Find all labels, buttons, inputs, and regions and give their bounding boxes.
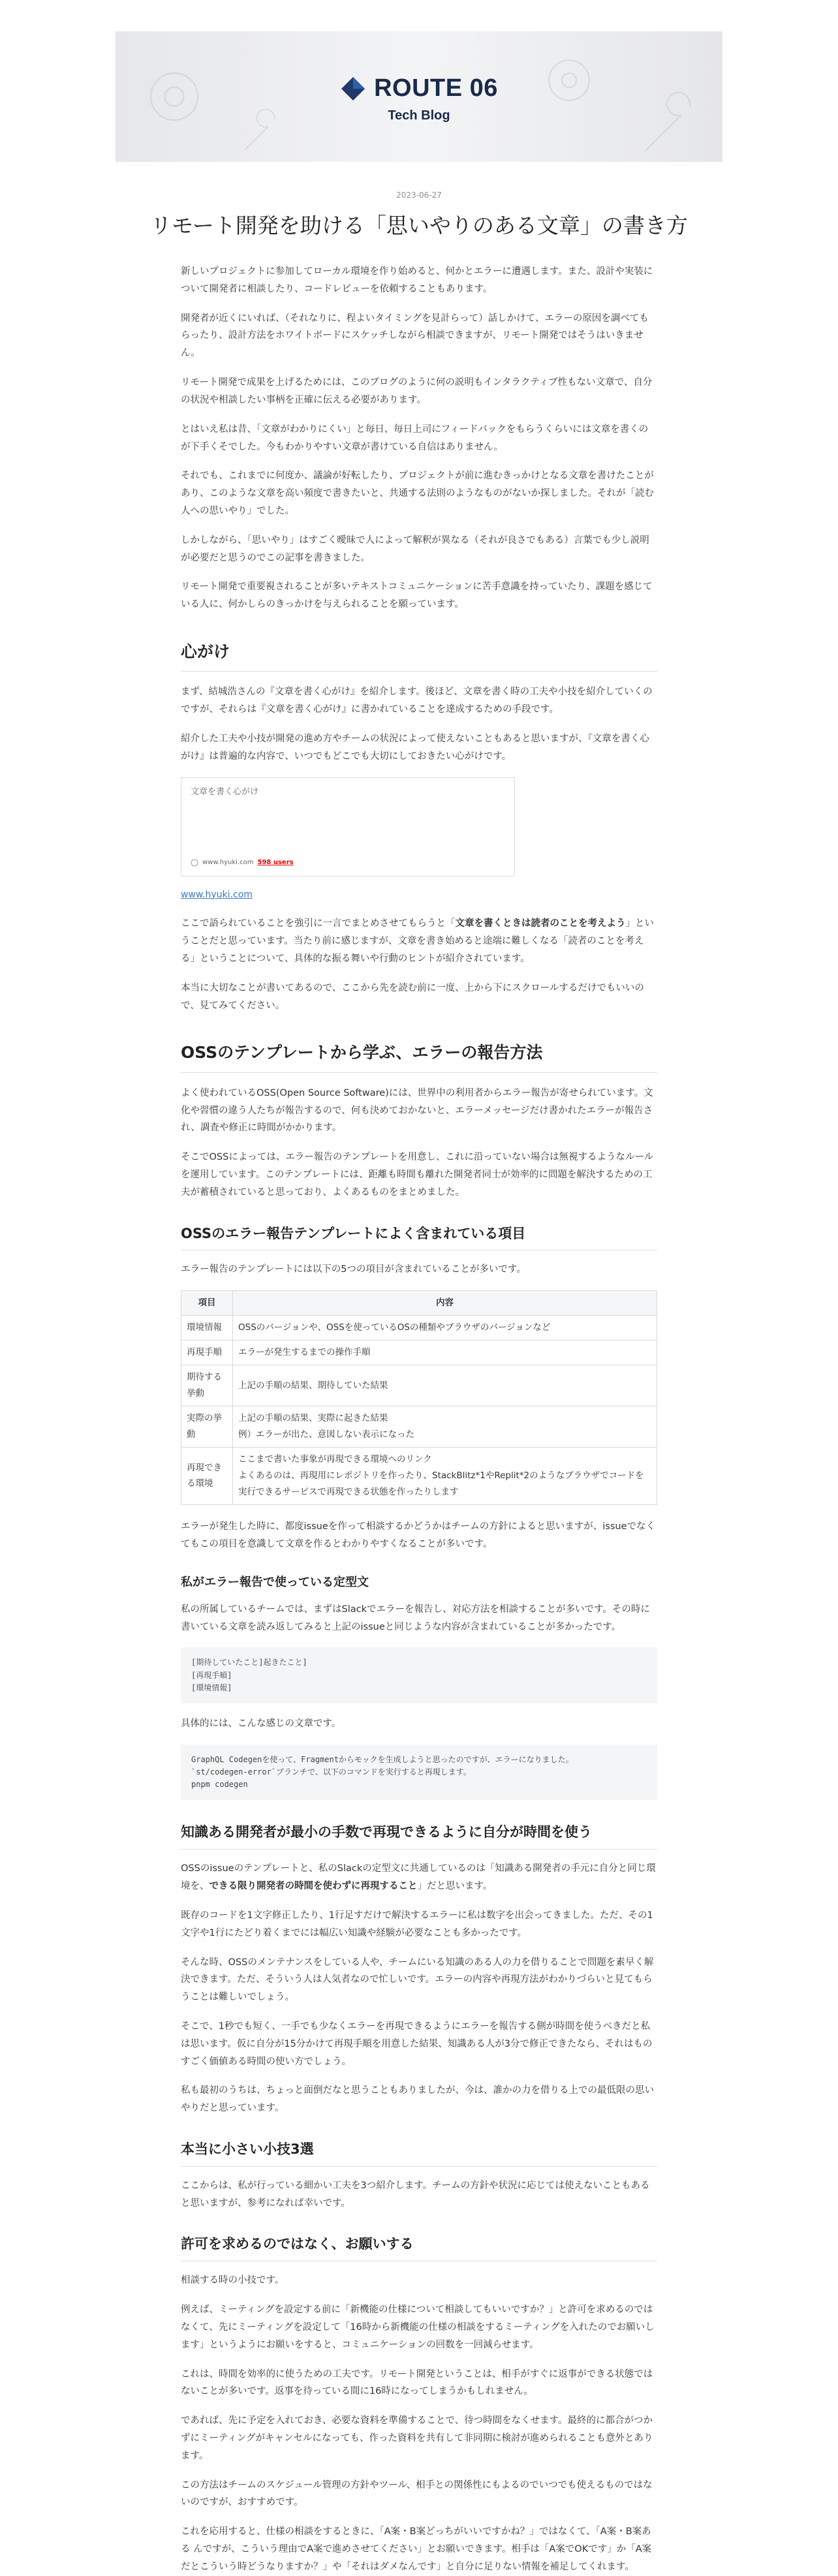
paragraph: 私も最初のうちは、ちょっと面倒だなと思うこともありましたが、今は、誰かの力を借りる上での最低限の思いやりだと思っています。 <box>181 2085 654 2114</box>
table-row <box>181 1341 657 1365</box>
post-title: リモート開発を助ける「思いやりのある文章」の書き方 <box>150 213 688 238</box>
table-cell: 環境情報 <box>181 1316 233 1341</box>
link-card-domain: www.hyuki.com <box>202 859 254 866</box>
table-cell: 実際の挙動 <box>181 1406 233 1448</box>
paragraph: これは、時間を効率的に使うための工夫です。リモート開発ということは、相手がすぐに返事ができる状態ではないことが多いです。返事を待っている間に16時になってしまうかもしれません。 <box>181 2368 653 2397</box>
table-header-content: 内容 <box>233 1291 657 1316</box>
paragraph: しかしながら、「思いやり」はすごく曖昧で人によって解釈が異なる（それが良さでもある）言葉でも少し説明が必要だと思うのでこの記事を書きました。 <box>181 535 649 563</box>
section-heading: OSSのテンプレートから学ぶ、エラーの報告方法 <box>181 1038 657 1072</box>
bold-text: 文章を書くときは読者のことを考えよう <box>455 918 626 929</box>
paragraph: ここからは、私が行っている細かい工夫を3つ紹介します。チームの方針や状況に応じては使えないこともあると思いますが、参考になれば幸いです。 <box>181 2180 650 2209</box>
link-card[interactable] <box>181 777 515 877</box>
section-heading: 本当に小さい小技3選 <box>181 2137 657 2167</box>
text-span: 」だと思います。 <box>417 1881 493 1892</box>
paragraph: そんな時、OSSのメンテナンスをしている人や、チームにいる知識のある人の力を借りることで問題を素早く解決できます。ただ、そういう人は人気者なので忙しいです。エラーの内容や再現方法がわかりづらいと見てもらうことは難しいでしょう。 <box>181 1957 654 2003</box>
paragraph: エラーが発生した時に、都度issueを作って相談するかどうかはチームの方針によると思いますが、issueでなくてもこの項目を意識して文章を作るとわかりやすくなることが多いです。 <box>181 1521 655 1549</box>
paragraph: 紹介した工夫や小技が開発の進め方やチームの状況によって使えないこともあると思いますが、『文章を書く心がけ』は普遍的な内容で、いつでもどこでも大切にしておきたい心がけです。 <box>181 733 649 762</box>
paragraph <box>181 915 657 967</box>
paragraph: そこで、1秒でも短く、一手でも少なくエラーを再現できるようにエラーを報告する側が時間を使うべきだと私は思います。仮に自分が15分かけて再現手順を用意した結果、知識ある人が3分で修正できたなら、それはものすごく価値ある時間の使い方でしょう。 <box>181 2021 653 2067</box>
paragraph: この方法はチームのスケジュール管理の方針やツール、相手との関係性にもよるのでいつでも使えるものではないのですが、おすすめです。 <box>181 2479 653 2508</box>
section-heading: 心がけ <box>181 637 657 672</box>
link-card-title: 文章を書く心がけ <box>191 786 259 797</box>
code-block: [期待していたこと]起きたこと] [再現手順] [環境情報] <box>181 1647 657 1703</box>
paragraph <box>181 1860 657 1895</box>
paragraph: 開発者が近くにいれば、（それなりに、程よいタイミングを見計らって）話しかけて、エラーの原因を調べてもらったり、設計方法をホワイトボードにスケッチしながら相談できますが、リモート開発ではそうはいきません。 <box>181 313 649 359</box>
paragraph: 具体的には、こんな感じの文章です。 <box>181 1718 341 1730</box>
brand <box>116 74 722 123</box>
brand-subtitle: Tech Blog <box>388 108 450 123</box>
subsection-heading: 私がエラー報告で使っている定型文 <box>181 1575 369 1589</box>
article-body <box>181 263 657 2576</box>
paragraph: これを応用すると、仕様の相談をするときに、「A案・B案どっちがいいですかね？」ではなくて、「A案・B案ある んですが、こういう理由でA案で進めさせてください」とお願いできます。相手は「A案でOKです」か「A案だとこういう時どうなりますか？」や「それはダメなんです」と自分に足りない情報を補足してくれます。 <box>181 2526 652 2572</box>
table-header-row <box>181 1291 657 1316</box>
paragraph: よく使われているOSS(Open Source Software)には、世界中の利用者からエラー報告が寄せられています。文化や習慣の違う人たちが報告するので、何も決めておかないと、エラーメッセージだけ書かれたエラーが報告され、調査や修正に時間がかかります。 <box>181 1087 653 1134</box>
text-span: ここで語られていることを強引に一言でまとめさせてもらうと「 <box>181 918 456 929</box>
table-row <box>181 1316 657 1341</box>
section-heading: 知識ある開発者が最小の手数で再現できるように自分が時間を使う <box>181 1820 657 1850</box>
paragraph: とはいえ私は昔、「文章がわかりにくい」と毎日、毎日上司にフィードバックをもらうくらいには文章を書くのが下手くそでした。今もわかりやすい文章が書けている自信はありません。 <box>181 424 649 452</box>
bookmark-users-badge[interactable]: 598 users <box>257 859 294 866</box>
paragraph: それでも、これまでに何度か、議論が好転したり、プロジェクトが前に進むきっかけとなる文章を書けたことがあり、このような文章を高い頻度で書きたいと、共通する法則のようなものがないか探しました。それが「読む人への思いやり」でした。 <box>181 471 654 516</box>
table-cell: エラーが発生するまでの操作手順 <box>233 1341 657 1365</box>
text-span: OSSのissueのテンプレートと、私のSlackの定型文に共通しているのは「知識ある開発者の手元に自分と同じ環境を、 <box>181 1863 656 1892</box>
post-date: 2023-06-27 <box>396 191 442 200</box>
table-cell: 上記の手順の結果、実際に起きた結果 例）エラーが出た、意図しない表示になった <box>233 1406 657 1448</box>
link-card-footer <box>191 857 294 869</box>
table-header-item: 項目 <box>181 1291 233 1316</box>
route06-logo-icon[interactable] <box>340 76 366 102</box>
paragraph: エラー報告のテンプレートには以下の5つの項目が含まれていることが多いです。 <box>181 1264 526 1275</box>
page <box>0 31 838 2576</box>
report-items-table <box>181 1290 657 1505</box>
favicon-icon <box>191 859 198 867</box>
paragraph: 例えば、ミーティングを設定する前に「新機能の仕様について相談してもいいですか？」と許可を求めるのではなくて、先にミーティングを設定して「16時から新機能の仕様の相談をするミーティングを入れたのでお願いします」というようにお願いをすると、コミュニケーションの回数を一回減らせます。 <box>181 2304 655 2350</box>
text-span: 」ということだと思っています。当たり前に感じますが、文章を書き始めると途端に難しくなる「読者のことを考える」ということについて、具体的な振る舞いや行動のヒントが紹介されています。 <box>181 918 654 965</box>
table-cell: ここまで書いた事象が再現できる環境へのリンク よくあるのは、再現用にレポジトリを作ったり、StackBlitz*1やReplit*2のようなブラウザでコードを実行できるサービスで再現できる状態を作ったりします <box>233 1448 657 1505</box>
paragraph: 私の所属しているチームでは、まずはSlackでエラーを報告し、対応方法を相談することが多いです。その時に書いている文章を読み返してみると上記のissueと同じような内容が含まれていることが多かったです。 <box>181 1604 650 1632</box>
table-cell: 再現手順 <box>181 1341 233 1365</box>
code-block: GraphQL Codegenを使って、Fragmentからモックを生成しようと思ったのですが、エラーになりました。 `st/codegen-error`ブランチで、以下のコマンドを実行すると再現します。 pnpm codegen <box>181 1745 657 1801</box>
paragraph: であれば、先に予定を入れておき、必要な資料を準備することで、待つ時間をなくせます。最終的に都合がつかずにミーティングがキャンセルになっても、作った資料を共有して非同期に検討が進められることも意外とあります。 <box>181 2415 653 2461</box>
table-row <box>181 1448 657 1505</box>
table-row <box>181 1406 657 1448</box>
table-cell: 期待する挙動 <box>181 1365 233 1406</box>
subsection-heading: OSSのエラー報告テンプレートによく含まれている項目 <box>181 1221 657 1251</box>
bold-text: できる限り開発者の時間を使わずに再現すること <box>209 1881 418 1892</box>
source-link[interactable]: www.hyuki.com <box>181 889 253 900</box>
paragraph: そこでOSSによっては、エラー報告のテンプレートを用意し、これに沿っていない場合は無視するようなルールを運用しています。このテンプレートには、距離も時間も離れた開発者同士が効率的に問題を解決するための工夫が蓄積されていると思っており、よくあるものをまとめました。 <box>181 1152 654 1198</box>
paragraph: 新しいプロジェクトに参加してローカル環境を作り始めると、何かとエラーに遭遇します。また、設計や実装について開発者に相談したり、コードレビューを依頼することもあります。 <box>181 266 653 294</box>
header-banner <box>116 31 722 162</box>
paragraph: まず、結城浩さんの『文章を書く心がけ』を紹介します。後ほど、文章を書く時の工夫や小技を紹介していくのですが、それらは『文章を書く心がけ』に書かれていることを達成するための手段です。 <box>181 687 653 715</box>
paragraph: 既存のコードを1文字修正したり、1行足すだけで解決するエラーに私は数字を出会ってきました。ただ、その1文字や1行にたどり着くまでには幅広い知識や経験が必要なことも多かったです。 <box>181 1910 653 1938</box>
table-row <box>181 1365 657 1406</box>
paragraph: 本当に大切なことが書いてあるので、ここから先を読む前に一度、上から下にスクロールするだけでもいいので、見てみてください。 <box>181 982 644 1011</box>
table-cell: 上記の手順の結果、期待していた結果 <box>233 1365 657 1406</box>
paragraph: 相談する時の小技です。 <box>181 2275 285 2286</box>
brand-name[interactable]: ROUTE 06 <box>374 74 498 102</box>
paragraph: リモート開発で成果を上げるためには、このブログのように何の説明もインタラクティブ性もない文章で、自分の状況や相談したい事柄を正確に伝える必要があります。 <box>181 377 653 405</box>
paragraph: リモート開発で重要視されることが多いテキストコミュニケーションに苦手意識を持っていたり、課題を感じている人に、何かしらのきっかけを与えられることを願っています。 <box>181 582 653 610</box>
table-cell: OSSのバージョンや、OSSを使っているOSの種類やブラウザのバージョンなど <box>233 1316 657 1341</box>
section-heading: 許可を求めるのではなく、お願いする <box>181 2231 657 2261</box>
table-cell: 再現できる環境 <box>181 1448 233 1505</box>
